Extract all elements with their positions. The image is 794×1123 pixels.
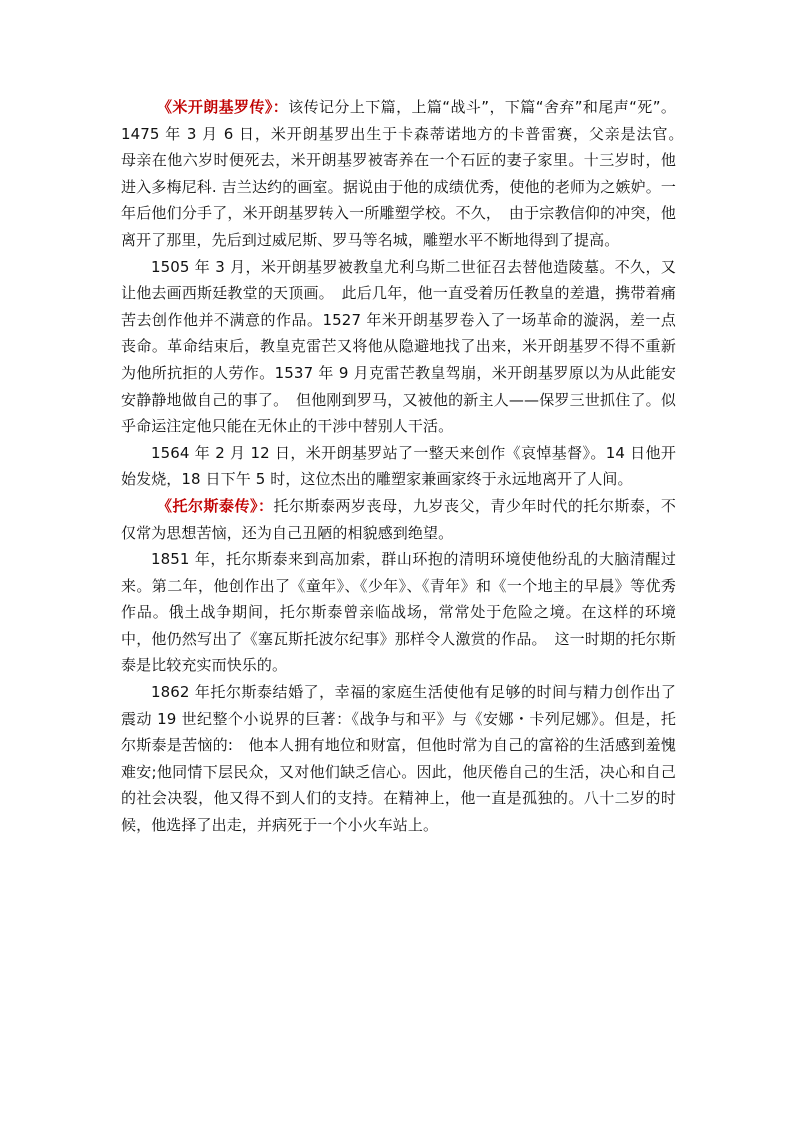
document-body: [121, 94, 692, 839]
section-title-tolstoy: 《托尔斯泰传》：: [157, 496, 274, 515]
paragraph-michelangelo-intro: [121, 94, 692, 254]
paragraph-tolstoy-1851: 1851 年，托尔斯泰来到高加索，群山环抱的清明环境使他纷乱的大脑清醒过来。第二年，他创作出了《童年》、《少年》、《青年》和《一个地主的早晨》等优秀作品。俄土战争期间，托尔斯泰曾亲临战场，常常处于危险之境。在这样的环境中，他仍然写出了《塞瓦斯托波尔纪事》那样令人激赏的作品。 这一时期的托尔斯泰是比较充实而快乐的。: [121, 550, 676, 675]
paragraph-tolstoy-intro: [121, 493, 676, 546]
paragraph-tolstoy-1862: 1862 年托尔斯泰结婚了，幸福的家庭生活使他有足够的时间与精力创作出了震动 19 世纪整个小说界的巨著：《战争与和平》与《安娜・卡列尼娜》。但是，托尔斯泰是苦恼的: 他本人拥有地位和财富，但他时常为自己的富裕的生活感到羞愧难安;他同情下层民众，又对他们缺乏信心。因此，他厌倦自己的生活，决心和自己的社会决裂，他又得不到人们的支持。在精神上，他一直是孤独的。八十二岁的时候，他选择了出走，并病死于一个小火车站上。: [121, 683, 676, 835]
paragraph-text: 该传记分上下篇，上篇“战斗”，下篇“舍弃”和尾声“死”。1475 年 3 月 6 日，米开朗基罗出生于卡森蒂诺地方的卡普雷赛，父亲是法官。 母亲在他六岁时便死去，米开朗基罗被寄养在一个石匠的妻子家里。十三岁时，他进入多梅尼科. 吉兰达约的画室。据说由于他的成绩优秀，使他的老师为之嫉妒。一年后他们分手了，米开朗基罗转入一所雕塑学校。不久， 由于宗教信仰的冲突，他离开了那里，先后到过威尼斯、罗马等名城，雕塑水平不断地得到了提高。: [121, 98, 692, 249]
paragraph-michelangelo-1505: 1505 年 3 月，米开朗基罗被教皇尤利乌斯二世征召去替他造陵墓。不久，又让他去画西斯廷教堂的天顶画。 此后几年，他一直受着历任教皇的差遣，携带着痛苦去创作他并不满意的作品。1527 年米开朗基罗卷入了一场革命的漩涡，差一点丧命。革命结束后，教皇克雷芒又将他从隐避地找了出来，米开朗基罗不得不重新为他所抗拒的人劳作。1537 年 9 月克雷芒教皇驾崩，米开朗基罗原以为从此能安安静静地做自己的事了。 但他刚到罗马，又被他的新主人——保罗三世抓住了。似乎命运注定他只能在无休止的干涉中替别人干活。: [121, 257, 676, 436]
paragraph-michelangelo-1564: 1564 年 2 月 12 日，米开朗基罗站了一整天来创作《哀悼基督》。14 日他开始发烧，18 日下午 5 时，这位杰出的雕塑家兼画家终于永远地离开了人间。: [121, 443, 676, 489]
section-title-michelangelo: 《米开朗基罗传》：: [157, 98, 289, 116]
paragraph-text: 托尔斯泰两岁丧母，九岁丧父，青少年时代的托尔斯泰，不仅常为思想苦恼，还为自己丑陋的相貌感到绝望。: [121, 496, 676, 542]
